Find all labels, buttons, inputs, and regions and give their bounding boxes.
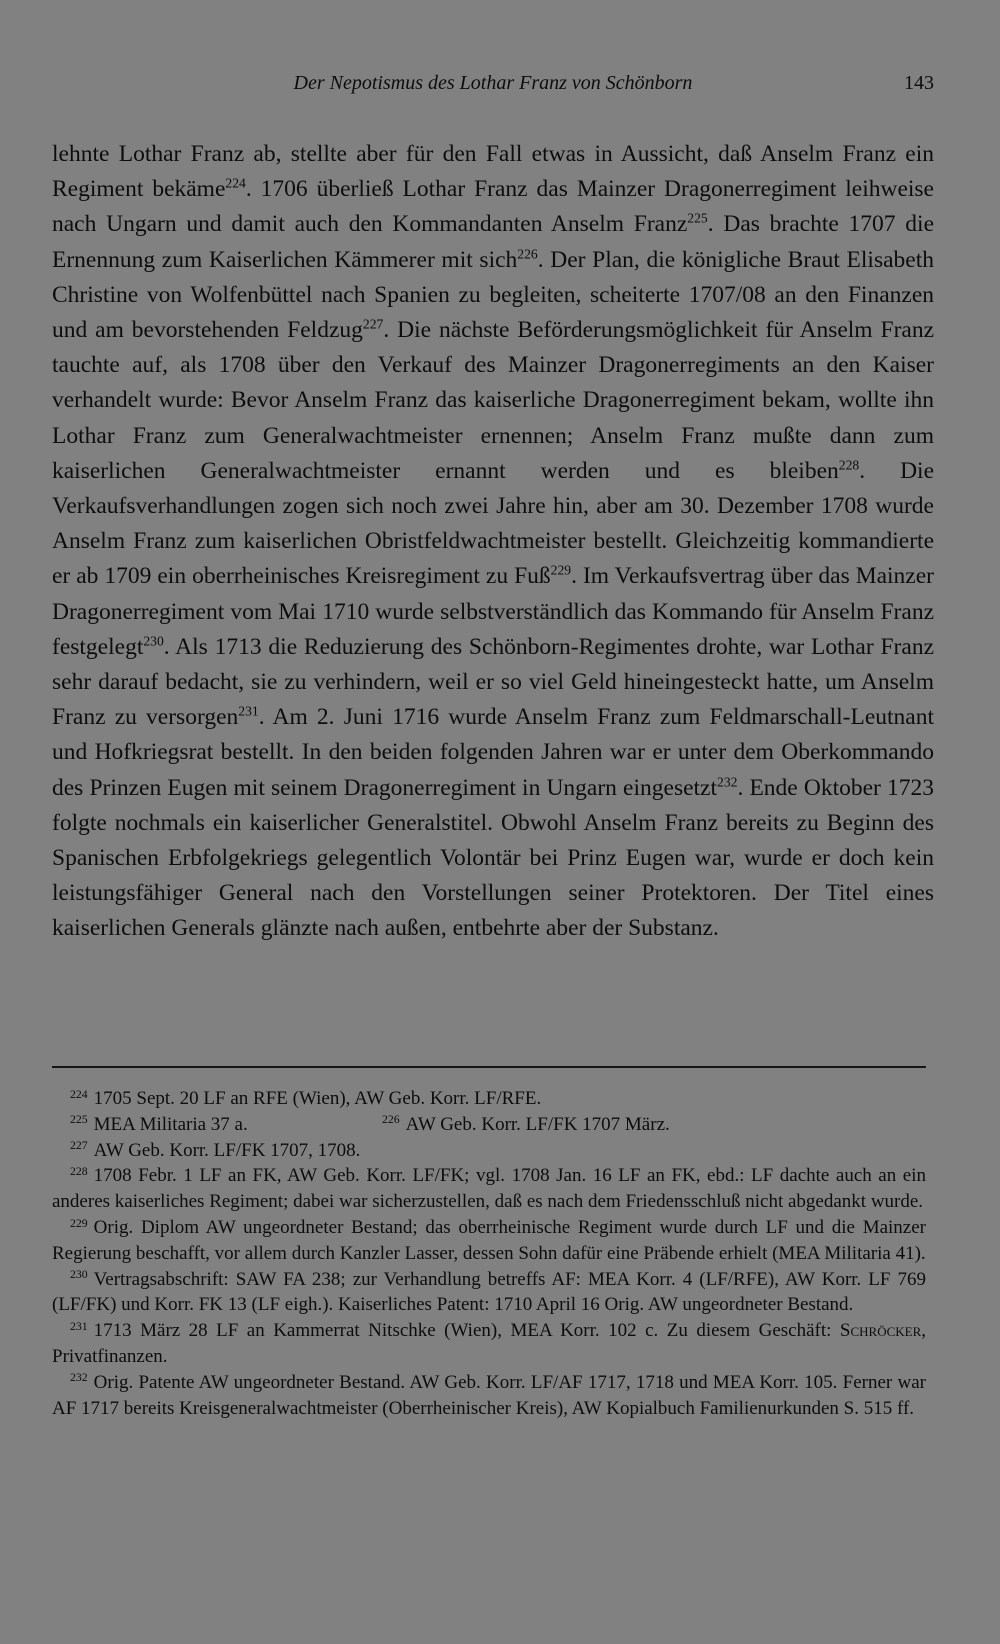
- text-run: . 1706 überließ Lothar Franz das Mainzer Dragonerregiment leihweise nach Ungarn und damit auch den Kommandanten Anselm Franz: [52, 176, 934, 238]
- footnote-text: 1713 März 28 LF an Kammerrat Nitschke (Wien), MEA Korr. 102 c. Zu diesem Geschäft:: [93, 1320, 840, 1342]
- footnote-number: 228: [70, 1164, 88, 1178]
- footnote-number: 224: [70, 1087, 88, 1101]
- footnote-text: , Privatfinanzen.: [52, 1320, 926, 1367]
- text-run: . Ende Oktober 1723 folgte nochmals ein kaiserlicher Generalstitel. Obwohl Anselm Franz bereits zu Beginn des Spanischen Erbfolgekriegs gelegentlich Volontär bei Prinz Eugen war, wurde er doch kein leistungsfähiger General nach den Vorstellungen seiner Protektoren. Der Titel eines kaiserlichen Generals glänzte nach außen, entbehrte aber der Substanz.: [52, 774, 934, 942]
- footnote-228: [52, 1163, 926, 1215]
- author-name: Schröcker: [839, 1320, 922, 1342]
- footnote-number: 229: [70, 1216, 88, 1230]
- footnote-text: Orig. Diplom AW ungeordneter Bestand; das oberrheinische Regiment wurde durch LF und die Mainzer Regierung beschafft, vor allem durch Kanzler Lasser, dessen Sohn dafür eine Präbende erhielt (MEA Militaria 41).: [52, 1216, 926, 1264]
- footnotes: [52, 1086, 926, 1421]
- main-text: [52, 137, 934, 947]
- footnote-text: Vertragsabschrift: SAW FA 238; zur Verhandlung betreffs AF: MEA Korr. 4 (LF/RFE), AW Korr. LF 769 (LF/FK) und Korr. FK 13 (LF eigh.). Kaiserliches Patent: 1710 April 16 Orig. AW ungeordneter Bestand.: [52, 1268, 926, 1316]
- footnote-text: Orig. Patente AW ungeordneter Bestand. AW Geb. Korr. LF/AF 1717, 1718 und MEA Korr. 105. Ferner war AF 1717 bereits Kreisgeneralwachtmeister (Oberrheinischer Kreis), AW Kopialbuch Familienurkunden S. 515 ff.: [52, 1371, 926, 1419]
- footnote-ref-229: 229: [550, 563, 572, 578]
- footnote-number: 231: [70, 1319, 88, 1333]
- footnote-number: 226: [382, 1113, 400, 1127]
- footnote-ref-230: 230: [143, 633, 164, 649]
- footnote-text: AW Geb. Korr. LF/FK 1707 März.: [405, 1113, 670, 1135]
- text-run: . Als 1713 die Reduzierung des Schönborn-Regimentes drohte, war Lothar Franz sehr darauf bedacht, sie zu verhindern, weil er so viel Geld hineingesteckt hatte, um Anselm Franz zu versorgen: [52, 633, 934, 731]
- running-head: Der Nepotismus des Lothar Franz von Schönborn: [293, 72, 693, 94]
- footnote-224: [52, 1086, 926, 1112]
- footnote-230: [52, 1267, 926, 1319]
- text-run: lehnte Lothar Franz ab, stellte aber für den Fall etwas in Aussicht, daß Anselm Franz ein Regiment bekäme: [52, 141, 934, 203]
- footnote-number: 230: [70, 1268, 88, 1282]
- text-run: . Am 2. Juni 1716 wurde Anselm Franz zum Feldmarschall-Leutnant und Hofkriegsrat bestellt. In den beiden folgenden Jahren war er unter dem Oberkommando des Prinzen Eugen mit seinem Dragonerregiment in Ungarn eingesetzt: [52, 704, 935, 801]
- footnote-227: [52, 1138, 926, 1164]
- text-run: . Die nächste Beförderungsmöglichkeit für Anselm Franz tauchte auf, als 1708 über den Verkauf des Mainzer Dragonerregiments an den Kaiser verhandelt wurde: Bevor Anselm Franz das kaiserliche Dragonerregiment bekam, wollte ihn Lothar Franz zum Generalwachtmeister ernennen; Anselm Franz mußte dann zum kaiserlichen Generalwachtmeister ernannt werden und es bleiben: [52, 317, 935, 484]
- footnote-pair: [52, 1112, 926, 1138]
- footnote-text: 1705 Sept. 20 LF an RFE (Wien), AW Geb. Korr. LF/RFE.: [93, 1088, 542, 1109]
- footnote-text: AW Geb. Korr. LF/FK 1707, 1708.: [93, 1139, 361, 1161]
- footnote-text: MEA Militaria 37 a.: [93, 1113, 248, 1135]
- text-run: . Das brachte 1707 die Ernennung zum Kaiserlichen Kämmerer mit sich: [52, 211, 935, 273]
- text-run: . Die Verkaufsverhandlungen zogen sich noch zwei Jahre hin, aber am 30. Dezember 1708 wurde Anselm Franz zum kaiserlichen Obristfeldwachtmeister bestellt. Gleichzeitig kommandierte er ab 1709 ein oberrheinisches Kreisregiment zu Fuß: [52, 457, 935, 590]
- footnote-text: 1708 Febr. 1 LF an FK, AW Geb. Korr. LF/FK; vgl. 1708 Jan. 16 LF an FK, ebd.: LF dachte auch an ein anderes kaiserliches Regiment; dabei war sicherzustellen, daß es nach dem Friedensschluß nicht abgedankt wurde.: [52, 1165, 926, 1213]
- text-run: . Der Plan, die königliche Braut Elisabeth Christine von Wolfenbüttel nach Spanien zu begleiten, scheiterte 1707/08 an den Finanzen und am bevorstehenden Feldzug: [52, 246, 934, 344]
- footnote-226: [382, 1112, 670, 1138]
- footnote-231: [52, 1318, 926, 1370]
- footnote-ref-231: 231: [238, 703, 259, 719]
- page-number: 143: [904, 72, 934, 94]
- footnote-ref-228: 228: [838, 457, 860, 473]
- footnote-number: 232: [70, 1371, 88, 1385]
- footnote-ref-224: 224: [225, 175, 246, 191]
- footnote-ref-226: 226: [517, 246, 538, 262]
- body-paragraph: [52, 137, 934, 947]
- footnote-ref-227: 227: [362, 316, 384, 332]
- footnote-number: 225: [70, 1113, 88, 1127]
- text-run: . Im Verkaufsvertrag über das Mainzer Dragonerregiment vom Mai 1710 wurde selbstverständlich das Kommando für Anselm Franz festgelegt: [52, 563, 934, 660]
- footnote-225: [52, 1112, 382, 1138]
- page-header: [52, 72, 934, 104]
- footnote-number: 227: [70, 1139, 88, 1153]
- footnote-229: [52, 1215, 926, 1267]
- footnote-ref-225: 225: [687, 210, 708, 226]
- footnote-232: [52, 1370, 926, 1422]
- footnote-divider: [52, 1066, 926, 1068]
- footnote-ref-232: 232: [717, 774, 738, 790]
